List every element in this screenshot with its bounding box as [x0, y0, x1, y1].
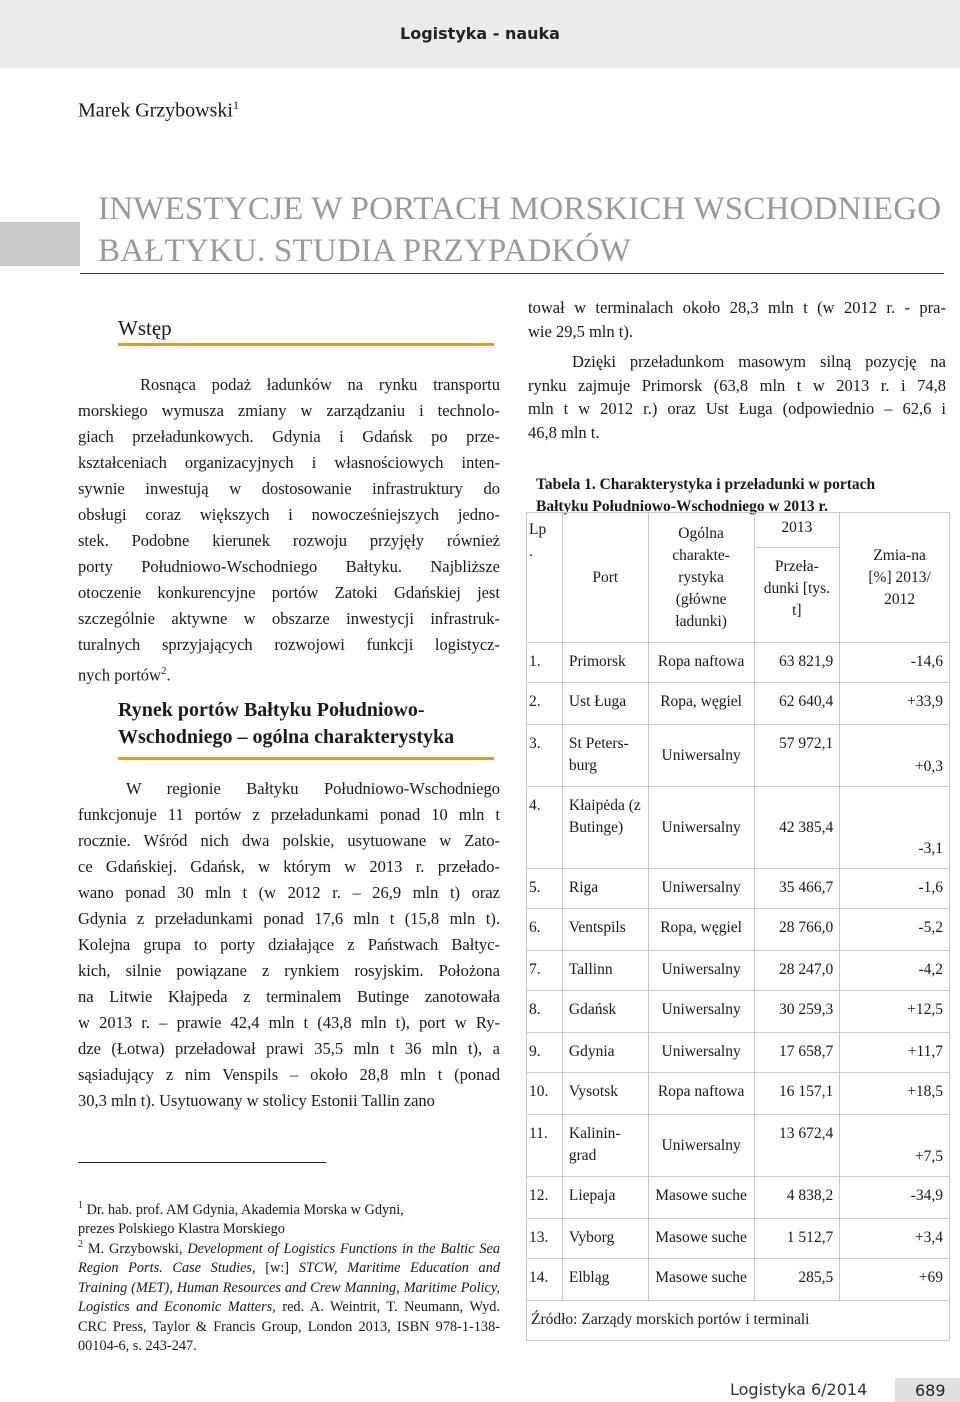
intro-line: stek. Podobne kierunek rozwoju przyjęły również	[78, 531, 500, 550]
right-paragraph-2	[528, 350, 946, 444]
footnote-1	[78, 1196, 500, 1240]
cell-cargo: 13 672,4	[754, 1115, 840, 1177]
table-row	[527, 869, 950, 909]
intro-paragraph	[78, 372, 500, 689]
cell-change: -3,1	[840, 787, 950, 869]
footnote-2-book: STCW, Maritime Education and Training (MET), Human Resources and Crew Manning, Maritime Policy, Logistics and Economic Matters	[78, 1260, 500, 1316]
cell-cargo: 17 658,7	[754, 1033, 840, 1073]
section2-line: na Litwie Kłajpeda z terminalem Butinge zanotowała	[78, 987, 500, 1006]
intro-line: otoczenie konkurencyjne portów Zatoki Gdańskiej jest	[78, 583, 500, 602]
section-label: Logistyka - nauka	[400, 24, 560, 43]
cell-port: Gdańsk	[562, 991, 648, 1033]
cell-change: -4,2	[840, 951, 950, 991]
port-table	[526, 512, 950, 1341]
cell-change: +0,3	[840, 725, 950, 787]
table-source: Źródło: Zarządy morskich portów i terminali	[527, 1301, 950, 1341]
section2-line: sąsiadujący z nim Venspils – około 28,8 mln t (ponad	[78, 1065, 500, 1084]
section2-line: funkcjonuje 11 portów z przeładunkami ponad 10 mln t	[78, 805, 500, 824]
section2-heading	[118, 697, 454, 751]
right-line: 46,8 mln t.	[528, 422, 600, 442]
right-paragraph-1	[528, 296, 946, 343]
cell-characteristics: Uniwersalny	[648, 1033, 754, 1073]
cell-characteristics: Ropa, węgiel	[648, 683, 754, 725]
footnote-2	[78, 1235, 500, 1357]
cell-lp: 7.	[527, 951, 563, 991]
cell-characteristics: Uniwersalny	[648, 787, 754, 869]
cell-port: Kalinin-grad	[562, 1115, 648, 1177]
intro-line: porty Południowo-Wschodniego Bałtyku. Najbliższe	[78, 557, 500, 576]
cell-change: +18,5	[840, 1073, 950, 1115]
footnote-separator	[78, 1162, 326, 1163]
intro-heading: Wstęp	[118, 316, 172, 340]
cell-port: Vyborg	[562, 1219, 648, 1259]
section2-line: wano ponad 30 mln t (w 2012 r. – 26,9 mln t) oraz	[78, 883, 500, 902]
cell-port: Ventspils	[562, 909, 648, 951]
table-header-row	[527, 513, 950, 643]
intro-line: sywnie inwestują w dostosowanie infrastruktury do	[78, 479, 500, 498]
section2-line: dze (Łotwa) przeładował prawi 35,5 mln t 36 mln t), a	[78, 1039, 500, 1058]
cell-cargo: 57 972,1	[754, 725, 840, 787]
table-row	[527, 991, 950, 1033]
table-row	[527, 1219, 950, 1259]
author-footnote-ref: 1	[232, 98, 239, 112]
cell-port: Vysotsk	[562, 1073, 648, 1115]
footnote-2-mid: , [w:]	[251, 1260, 299, 1277]
cell-port: Elbląg	[562, 1259, 648, 1301]
cell-characteristics: Uniwersalny	[648, 725, 754, 787]
intro-line: turalnych sprzyjających rozwojowi funkcji logistycz-	[78, 635, 500, 654]
right-line: Dzięki przeładunkom masowym silną pozycję na	[572, 352, 946, 371]
table-source-row	[527, 1301, 950, 1341]
section2-line: Gdynia z przeładunkami ponad 17,6 mln t (15,8 mln t).	[78, 909, 500, 928]
right-line: rynku zajmuje Primorsk (63,8 mln t w 2013 r. i 74,8	[528, 375, 946, 395]
header-lp	[527, 513, 563, 643]
table-caption-line-2: Bałtyku Południowo-Wschodniego w 2013 r.	[536, 498, 828, 515]
header-lp-text: Lp	[529, 521, 547, 538]
cell-cargo: 35 466,7	[754, 869, 840, 909]
cell-change: +7,5	[840, 1115, 950, 1177]
cell-lp: 8.	[527, 991, 563, 1033]
table-row	[527, 1259, 950, 1301]
table-row	[527, 643, 950, 683]
intro-line: Rosnąca podaż ładunków na rynku transportu	[140, 375, 500, 394]
cell-characteristics: Uniwersalny	[648, 991, 754, 1033]
table-row	[527, 683, 950, 725]
article-title	[98, 188, 941, 272]
cell-port: Tallinn	[562, 951, 648, 991]
header-year: 2013	[755, 513, 840, 548]
cell-change: +11,7	[840, 1033, 950, 1073]
author-name	[78, 98, 239, 123]
table-row	[527, 1115, 950, 1177]
cell-lp: 5.	[527, 869, 563, 909]
table-row	[527, 1073, 950, 1115]
section2-heading-line-1: Rynek portów Bałtyku Południowo-	[118, 699, 425, 721]
cell-characteristics: Masowe suche	[648, 1259, 754, 1301]
footnote-1-line-2: prezes Polskiego Klastra Morskiego	[78, 1221, 285, 1238]
table-row	[527, 909, 950, 951]
cell-change: +3,4	[840, 1219, 950, 1259]
intro-line: szczególnie aktywne w obszarze inwestycji infrastruk-	[78, 609, 500, 628]
header-port: Port	[562, 513, 648, 643]
right-line: mln t w 2012 r.) oraz Ust Ługa (odpowiednio – 62,6 i	[528, 399, 946, 418]
table-row	[527, 1177, 950, 1219]
cell-port: Ust Ługa	[562, 683, 648, 725]
cell-lp: 9.	[527, 1033, 563, 1073]
intro-last-text: nych portów	[78, 665, 161, 685]
cell-lp: 1.	[527, 643, 563, 683]
header-change: Zmia-na [%] 2013/ 2012	[840, 513, 950, 643]
cell-cargo: 28 766,0	[754, 909, 840, 951]
section2-line: 30,3 mln t). Usytuowany w stolicy Estonii Tallin zano	[78, 1091, 435, 1110]
title-underline	[80, 273, 944, 274]
cell-characteristics: Uniwersalny	[648, 951, 754, 991]
section2-line: Kolejna grupa to porty działające z Państwach Bałtyc-	[78, 935, 500, 954]
intro-line: kształceniach organizacyjnych i własnościowych inten-	[78, 453, 500, 472]
journal-label: Logistyka 6/2014	[730, 1380, 868, 1399]
section2-line: w 2013 r. – prawie 42,4 mln t (43,8 mln t), port w Ry-	[78, 1013, 500, 1032]
header-lp-dot: .	[529, 543, 533, 560]
section2-line: W regionie Bałtyku Południowo-Wschodniego	[126, 779, 500, 798]
cell-cargo: 28 247,0	[754, 951, 840, 991]
cell-lp: 6.	[527, 909, 563, 951]
footnote-1-line-1: Dr. hab. prof. AM Gdynia, Akademia Morska w Gdyni,	[86, 1201, 404, 1218]
cell-change: -34,9	[840, 1177, 950, 1219]
cell-cargo: 42 385,4	[754, 787, 840, 869]
footnote-ref-2: 2	[160, 665, 167, 677]
cell-port: Gdynia	[562, 1033, 648, 1073]
cell-cargo: 16 157,1	[754, 1073, 840, 1115]
cell-lp: 12.	[527, 1177, 563, 1219]
title-line-1: INWESTYCJE W PORTACH MORSKICH WSCHODNIEGO	[98, 191, 942, 227]
cell-lp: 3.	[527, 725, 563, 787]
intro-last-end: .	[166, 665, 171, 685]
right-line: tował w terminalach około 28,3 mln t (w 2012 r. - pra-	[528, 298, 946, 317]
footnote-1-number: 1	[78, 1200, 83, 1211]
table-caption-line-1: Tabela 1. Charakterystyka i przeładunki w portach	[536, 476, 876, 493]
cell-characteristics: Uniwersalny	[648, 869, 754, 909]
cell-port: St Peters-burg	[562, 725, 648, 787]
right-line: wie 29,5 mln t).	[528, 321, 633, 341]
cell-cargo: 285,5	[754, 1259, 840, 1301]
section2-paragraph	[78, 776, 500, 1114]
title-accent-bar	[0, 222, 80, 266]
section2-line: rocznie. Wśród nich dwa polskie, usytuowane w Zato-	[78, 831, 500, 850]
intro-line: obsługi coraz większych i nowocześniejszych jedno-	[78, 505, 500, 524]
cell-change: +12,5	[840, 991, 950, 1033]
intro-line: morskiego wymusza zmiany w zarządzaniu i technolo-	[78, 401, 500, 420]
header-cargo: Przeła-dunki [tys. t]	[763, 558, 830, 619]
cell-lp: 13.	[527, 1219, 563, 1259]
footnote-2-title: Development of Logistics Functions in the Baltic Sea Region Ports. Case Studies	[78, 1240, 500, 1277]
section2-heading-rule	[118, 757, 494, 760]
cell-change: -1,6	[840, 869, 950, 909]
cell-cargo: 63 821,9	[754, 643, 840, 683]
table-row	[527, 725, 950, 787]
intro-line: giach przeładunkowych. Gdynia i Gdańsk po prze-	[78, 427, 500, 446]
intro-heading-rule	[118, 343, 494, 346]
cell-change: -14,6	[840, 643, 950, 683]
section2-line: ce Gdańskiej. Gdańsk, w którym w 2013 r. przełado-	[78, 857, 500, 876]
cell-characteristics: Ropa naftowa	[648, 1073, 754, 1115]
table-body	[527, 643, 950, 1301]
cell-port: Primorsk	[562, 643, 648, 683]
cell-characteristics: Uniwersalny	[648, 1115, 754, 1177]
footnote-2-rest: , red. A. Weintrit, T. Neumann, Wyd. CRC Press, Taylor & Francis Group, London 2013, ISBN 978-1-138-00104-6, s. 243-247.	[78, 1299, 500, 1355]
cell-change: +69	[840, 1259, 950, 1301]
table-row	[527, 787, 950, 869]
header-band	[0, 0, 960, 68]
author-text: Marek Grzybowski	[78, 99, 233, 122]
cell-characteristics: Ropa naftowa	[648, 643, 754, 683]
cell-port: Riga	[562, 869, 648, 909]
page-number: 689	[915, 1381, 946, 1400]
footnote-2-number: 2	[78, 1239, 83, 1250]
header-characteristics: Ogólna charakte-rystyka (główne ładunki)	[648, 513, 754, 643]
footnote-2-author: M. Grzybowski,	[87, 1240, 188, 1257]
cell-change: -5,2	[840, 909, 950, 951]
cell-lp: 4.	[527, 787, 563, 869]
cell-change: +33,9	[840, 683, 950, 725]
cell-lp: 10.	[527, 1073, 563, 1115]
cell-characteristics: Masowe suche	[648, 1177, 754, 1219]
section2-heading-line-2: Wschodniego – ogólna charakterystyka	[118, 726, 455, 748]
table-row	[527, 1033, 950, 1073]
cell-port: Kłaipėda (z Butinge)	[562, 787, 648, 869]
cell-cargo: 4 838,2	[754, 1177, 840, 1219]
cell-lp: 14.	[527, 1259, 563, 1301]
cell-port: Liepaja	[562, 1177, 648, 1219]
cell-lp: 2.	[527, 683, 563, 725]
cell-characteristics: Ropa, węgiel	[648, 909, 754, 951]
cell-cargo: 62 640,4	[754, 683, 840, 725]
intro-last-line	[78, 658, 500, 689]
cell-lp: 11.	[527, 1115, 563, 1177]
cell-cargo: 30 259,3	[754, 991, 840, 1033]
section2-line: kich, silnie powiązane z rynkiem rosyjskim. Położona	[78, 961, 500, 980]
cell-characteristics: Masowe suche	[648, 1219, 754, 1259]
header-2013-group	[754, 513, 840, 643]
cell-cargo: 1 512,7	[754, 1219, 840, 1259]
table-row	[527, 951, 950, 991]
title-line-2: BAŁTYKU. STUDIA PRZYPADKÓW	[98, 233, 631, 269]
